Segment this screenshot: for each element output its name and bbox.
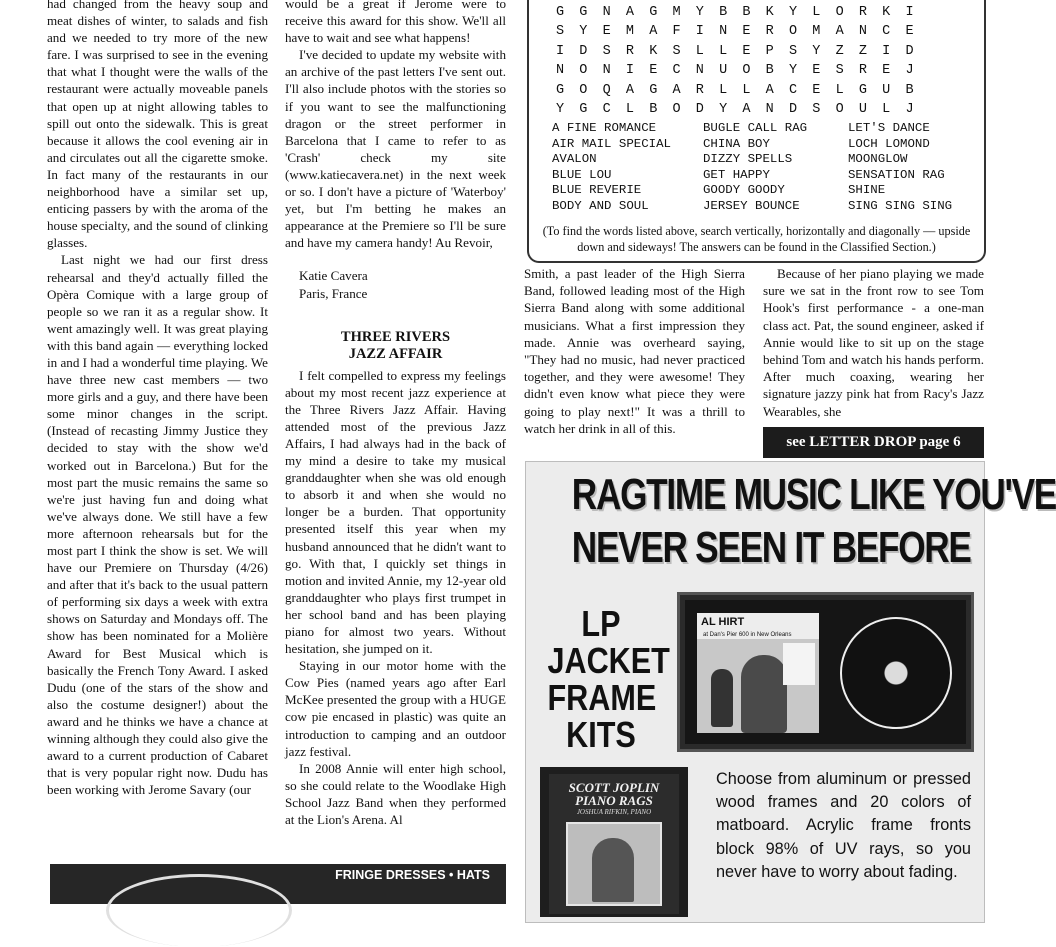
album-title: AL HIRT: [701, 616, 745, 628]
word-item: SING SING SING: [848, 198, 953, 213]
grid-letter: S: [672, 43, 681, 59]
word-item: LET'S DANCE: [848, 121, 930, 135]
headline-line-2: JAZZ AFFAIR: [348, 345, 443, 362]
grid-letter: L: [625, 101, 634, 117]
grid-letter: B: [649, 101, 658, 117]
grid-letter: G: [858, 82, 867, 98]
grid-letter: M: [672, 5, 681, 20]
grid-letter: O: [788, 24, 798, 40]
grid-letter: O: [579, 63, 588, 79]
grid-letter: N: [858, 24, 867, 40]
word-search-puzzle: [527, 0, 986, 263]
grid-letter: G: [579, 101, 588, 117]
grid-letter: B: [905, 82, 914, 98]
grid-row: [556, 63, 929, 82]
grid-letter: R: [625, 43, 634, 59]
grid-letter: A: [672, 82, 681, 98]
framed-album-image: [677, 592, 974, 752]
word-item: GET HAPPY: [703, 167, 770, 182]
grid-letter: S: [812, 101, 821, 117]
col2-paragraph-4: Staying in our motor home with the Cow Pies (named years ago after Earl McKee presented the group with a HUGE cow pie encased in plastic) was quite an introduction to camping and an outdoor jazz festival.: [285, 658, 506, 759]
article-column-1: [47, 0, 268, 798]
grid-letter: L: [695, 43, 704, 59]
grid-letter: A: [765, 82, 774, 98]
fringe-dresses-banner: [50, 864, 506, 904]
grid-letter: P: [765, 43, 774, 59]
grid-letter: Y: [719, 101, 728, 117]
grid-letter: Z: [858, 43, 867, 59]
word-item: JERSEY BOUNCE: [703, 198, 800, 213]
ad-headline-line-2: NEVER SEEN IT BEFORE: [571, 523, 971, 572]
col1-paragraph-1: had changed from the heavy soup and meat dishes of winter, to salads and fish and we needed to try more of the new fare. I was surprised to see in the evening that what I thought were the walls of the restaurant were actually moveable panels that open up at night allowing tables to spill out onto the sidewalk. This is great because it allows the cool evening air in and circulates out all the cigarette smoke. In fact many of the restaurants in our neighborhood have a similar set up, enticing passers by with the aroma of the house specialty, and the sound of clinking glasses.: [47, 0, 268, 251]
grid-letter: E: [812, 82, 821, 98]
ad-body-copy: Choose from aluminum or pressed wood frames and 20 colors of matboard. Acrylic frame fronts block 98% of UV rays, so you never have to worry about fading.: [716, 770, 971, 881]
grid-letter: D: [788, 101, 798, 117]
puzzle-instructions: (To find the words listed above, search vertically, horizontally and diagonally — upside down and sideways! The answers can be found in the Classified Section.): [542, 224, 971, 254]
grid-letter: U: [882, 82, 891, 98]
grid-letter: L: [835, 82, 844, 98]
grid-letter: O: [672, 101, 681, 117]
grid-letter: C: [788, 82, 798, 98]
grid-row: [556, 5, 929, 24]
grid-letter: A: [625, 82, 634, 98]
ad-headline: [571, 468, 1056, 574]
col3-paragraph-1: Smith, a past leader of the High Sierra Band, followed leading most of the High Sierra Band along with some additional musicians. What a first impression they made. Annie was overheard saying, "They had no music, had never practiced together, and they were awesome! They didn't even know what piece they were going to play next!" It was a thrill to watch her drink in all of this.: [524, 266, 745, 436]
grid-letter: C: [602, 101, 611, 117]
grid-letter: L: [719, 82, 728, 98]
framed-scott-joplin-album: [540, 767, 688, 917]
grid-row: [556, 24, 929, 43]
grid-letter: E: [812, 63, 821, 79]
word-item: LOCH LOMOND: [848, 136, 930, 151]
grid-row: [556, 102, 929, 121]
grid-letter: I: [625, 63, 634, 79]
word-item: AVALON: [552, 152, 597, 167]
grid-row: [556, 44, 929, 63]
scott-title-line-2: PIANO RAGS: [575, 793, 653, 808]
grid-letter: B: [742, 5, 751, 20]
grid-letter: G: [579, 5, 588, 20]
pianist-figure-icon: [592, 838, 634, 902]
grid-letter: E: [649, 63, 658, 79]
grid-letter: Y: [788, 63, 798, 79]
grid-letter: N: [695, 63, 704, 79]
word-item: SHINE: [848, 183, 886, 198]
grid-letter: L: [742, 82, 751, 98]
word-list-column-2: [703, 121, 807, 215]
grid-letter: E: [742, 24, 751, 40]
grid-letter: I: [882, 43, 891, 59]
grid-letter: O: [579, 82, 588, 98]
grid-letter: K: [882, 5, 891, 20]
article-column-2: [285, 0, 506, 828]
grid-letter: N: [556, 63, 565, 79]
word-item: GOODY GOODY: [703, 183, 785, 198]
grid-letter: N: [602, 5, 611, 20]
album-subtitle: at Dan's Pier 600 in New Orleans: [703, 632, 792, 638]
word-item: BUGLE CALL RAG: [703, 121, 808, 135]
grid-letter: B: [765, 63, 774, 79]
grid-letter: Y: [788, 5, 798, 20]
grid-letter: A: [835, 24, 844, 40]
grid-letter: L: [882, 101, 891, 117]
col2-paragraph-1: would be a great if Jerome were to receive this award for this show. We'll all have to wait and see what happens!: [285, 0, 506, 46]
grid-letter: C: [882, 24, 891, 40]
grid-letter: G: [556, 82, 565, 98]
continued-on-page-box: see LETTER DROP page 6: [763, 427, 984, 458]
grid-letter: L: [812, 5, 821, 20]
pianist-photo: [566, 822, 662, 906]
kits-line: FRAME: [547, 677, 657, 718]
grid-letter: I: [695, 24, 704, 40]
headline-line-1: THREE RIVERS: [340, 328, 451, 345]
grid-letter: A: [649, 24, 658, 40]
word-item: SENSATION RAG: [848, 167, 945, 182]
word-item: BODY AND SOUL: [552, 198, 649, 213]
word-item: CHINA BOY: [703, 136, 770, 151]
scott-joplin-cover: [549, 774, 679, 914]
kits-line: KITS: [566, 714, 636, 755]
grid-letter: O: [835, 101, 844, 117]
grid-letter: M: [625, 24, 634, 40]
lp-jacket-frame-kits-label: [547, 603, 670, 755]
word-item: DIZZY SPELLS: [703, 152, 793, 167]
grid-letter: S: [788, 43, 798, 59]
grid-letter: A: [742, 101, 751, 117]
album-figure-icon: [711, 669, 733, 727]
grid-letter: I: [905, 5, 914, 20]
grid-letter: E: [602, 24, 611, 40]
col2-paragraph-5: In 2008 Annie will enter high school, so she could relate to the Woodlake High School Jazz Band when they performed at the Lion's Arena. Al: [285, 760, 506, 828]
grid-row: [556, 83, 929, 102]
grid-letter: F: [672, 24, 681, 40]
album-cover: [697, 613, 819, 733]
col2-paragraph-2: I've decided to update my website with an archive of the past letters I've sent out. I'll also include photos with the stories so if you want to see the malfunctioning dragon or the street performer in Barcelona that I came to refer to as 'Crash' check my site (www.katiecavera.net) in the next week or so. I don't have a picture of 'Waterboy' yet, but I'm betting he makes an appearance at the Premiere so I'll be sure and have my camera handy! Au Revoir,: [285, 47, 506, 251]
signature-place: Paris, France: [299, 285, 368, 301]
grid-letter: R: [858, 63, 867, 79]
grid-letter: Q: [602, 82, 611, 98]
scott-joplin-subtitle: JOSHUA RIFKIN, PIANO: [576, 808, 652, 816]
letter-signature: [299, 267, 506, 301]
grid-letter: K: [649, 43, 658, 59]
frame-mat: [685, 600, 966, 744]
grid-letter: O: [835, 5, 844, 20]
grid-letter: E: [742, 43, 751, 59]
grid-letter: G: [649, 82, 658, 98]
grid-letter: L: [719, 43, 728, 59]
vinyl-record-icon: [840, 617, 952, 729]
grid-letter: K: [765, 5, 774, 20]
scott-joplin-title: [549, 781, 679, 807]
grid-letter: N: [602, 63, 611, 79]
grid-letter: Y: [579, 24, 588, 40]
grid-letter: E: [905, 24, 914, 40]
grid-letter: R: [765, 24, 774, 40]
signature-name: Katie Cavera: [299, 268, 368, 284]
word-item: MOONGLOW: [848, 152, 908, 167]
ragtime-advertisement: [525, 461, 1056, 923]
trumpet-player-icon: [741, 655, 787, 733]
grid-letter: D: [905, 43, 914, 59]
grid-letter: G: [556, 5, 565, 20]
col4-paragraph-1: Because of her piano playing we made sure we sat in the front row to see Tom Hook's first performance - a one-man class act. Pat, the sound engineer, asked if Annie would like to sit up on the stage behind Tom and watch his hands perform. After much coaxing, wearing her signature jazzy pink hat from Racy's Jazz Wearables, she: [763, 266, 984, 419]
article-column-3: [524, 265, 745, 437]
grid-letter: C: [672, 63, 681, 79]
grid-letter: Y: [556, 101, 565, 117]
grid-letter: R: [858, 5, 867, 20]
article-column-4: [763, 265, 984, 420]
grid-letter: S: [556, 24, 565, 40]
grid-letter: E: [882, 63, 891, 79]
word-item: BLUE LOU: [552, 167, 612, 182]
kits-line: JACKET: [547, 640, 670, 681]
grid-letter: S: [602, 43, 611, 59]
word-item: AIR MAIL SPECIAL: [552, 136, 671, 151]
article-headline: [285, 329, 506, 363]
word-item: BLUE REVERIE: [552, 183, 642, 198]
grid-letter: J: [905, 63, 914, 79]
kits-line: LP: [581, 603, 621, 644]
word-list-column-1: [552, 121, 671, 215]
grid-letter: S: [835, 63, 844, 79]
grid-letter: I: [556, 43, 565, 59]
grid-letter: J: [905, 101, 914, 117]
grid-letter: G: [649, 5, 658, 20]
ad-headline-line-1: RAGTIME MUSIC LIKE YOU'VE: [571, 470, 1056, 519]
grid-letter: Y: [812, 43, 821, 59]
grid-letter: U: [719, 63, 728, 79]
word-list-column-3: [848, 121, 952, 215]
grid-letter: A: [625, 5, 634, 20]
word-search-grid: [556, 5, 929, 121]
banner-logo-arc-icon: [106, 874, 292, 947]
grid-letter: Z: [835, 43, 844, 59]
col2-paragraph-3: I felt compelled to express my feelings about my most recent jazz experience at the Three Rivers Jazz Affair. Having attended most of the previous Jazz Affairs, I had always had in the back of my mind a desire to take my musical granddaughter when she was old enough to absorb it and when she would no longer be a burden. That opportunity presented itself this year when my husband announced that he didn't want to go. With that, I quickly set things in motion and invited Annie, my 12-year old granddaughter who plays first trumpet in her school band and has been playing piano for almost two years. Without hesitation, she jumped on it.: [285, 367, 506, 657]
word-item: A FINE ROMANCE: [552, 121, 657, 135]
album-inset-label: [783, 643, 815, 685]
banner-text: FRINGE DRESSES • HATS: [335, 868, 490, 882]
grid-letter: N: [765, 101, 774, 117]
grid-letter: U: [858, 101, 867, 117]
grid-letter: D: [695, 101, 704, 117]
col1-paragraph-2: Last night we had our first dress rehearsal and they'd actually filled the Opèra Comique with a large group of people so we ran it as a regular show. It went amazingly well. It was great playing with this band again — everything locked in and I had a wonderful time playing. We have three new cast members — two more girls and a guy, and there have been some minor changes in the script. (Instead of recasting Jimmy Justice they decided to stay with the show we'd worked out in Barcelona.) But for the most part the music remains the same so we're just having fun and doing what we've always done. We still have a few more afternoon rehearsals but for the most part I think the show is set. We will have our Premiere on Thursday (4/26) and after that it's back to the usual pattern of performing six days a week with extra shows on Saturday and Mondays off. The show has been nominated for a Molière Award for Best Musical which is basically the French Tony Award. I asked Dudu (one of the stars of the show and also the costume designer!) about the award and he thinks we have a chance at winning although they could also give the award to a current production of Cabaret that is very popular right now. Dudu has been working with Jerome Savary (our: [47, 252, 268, 798]
scott-title-line-1: SCOTT JOPLIN: [568, 780, 660, 795]
grid-letter: D: [579, 43, 588, 59]
grid-letter: Y: [695, 5, 704, 20]
grid-letter: R: [695, 82, 704, 98]
grid-letter: M: [812, 24, 821, 40]
grid-letter: O: [742, 63, 751, 79]
grid-letter: N: [719, 24, 728, 40]
grid-letter: B: [719, 5, 728, 20]
